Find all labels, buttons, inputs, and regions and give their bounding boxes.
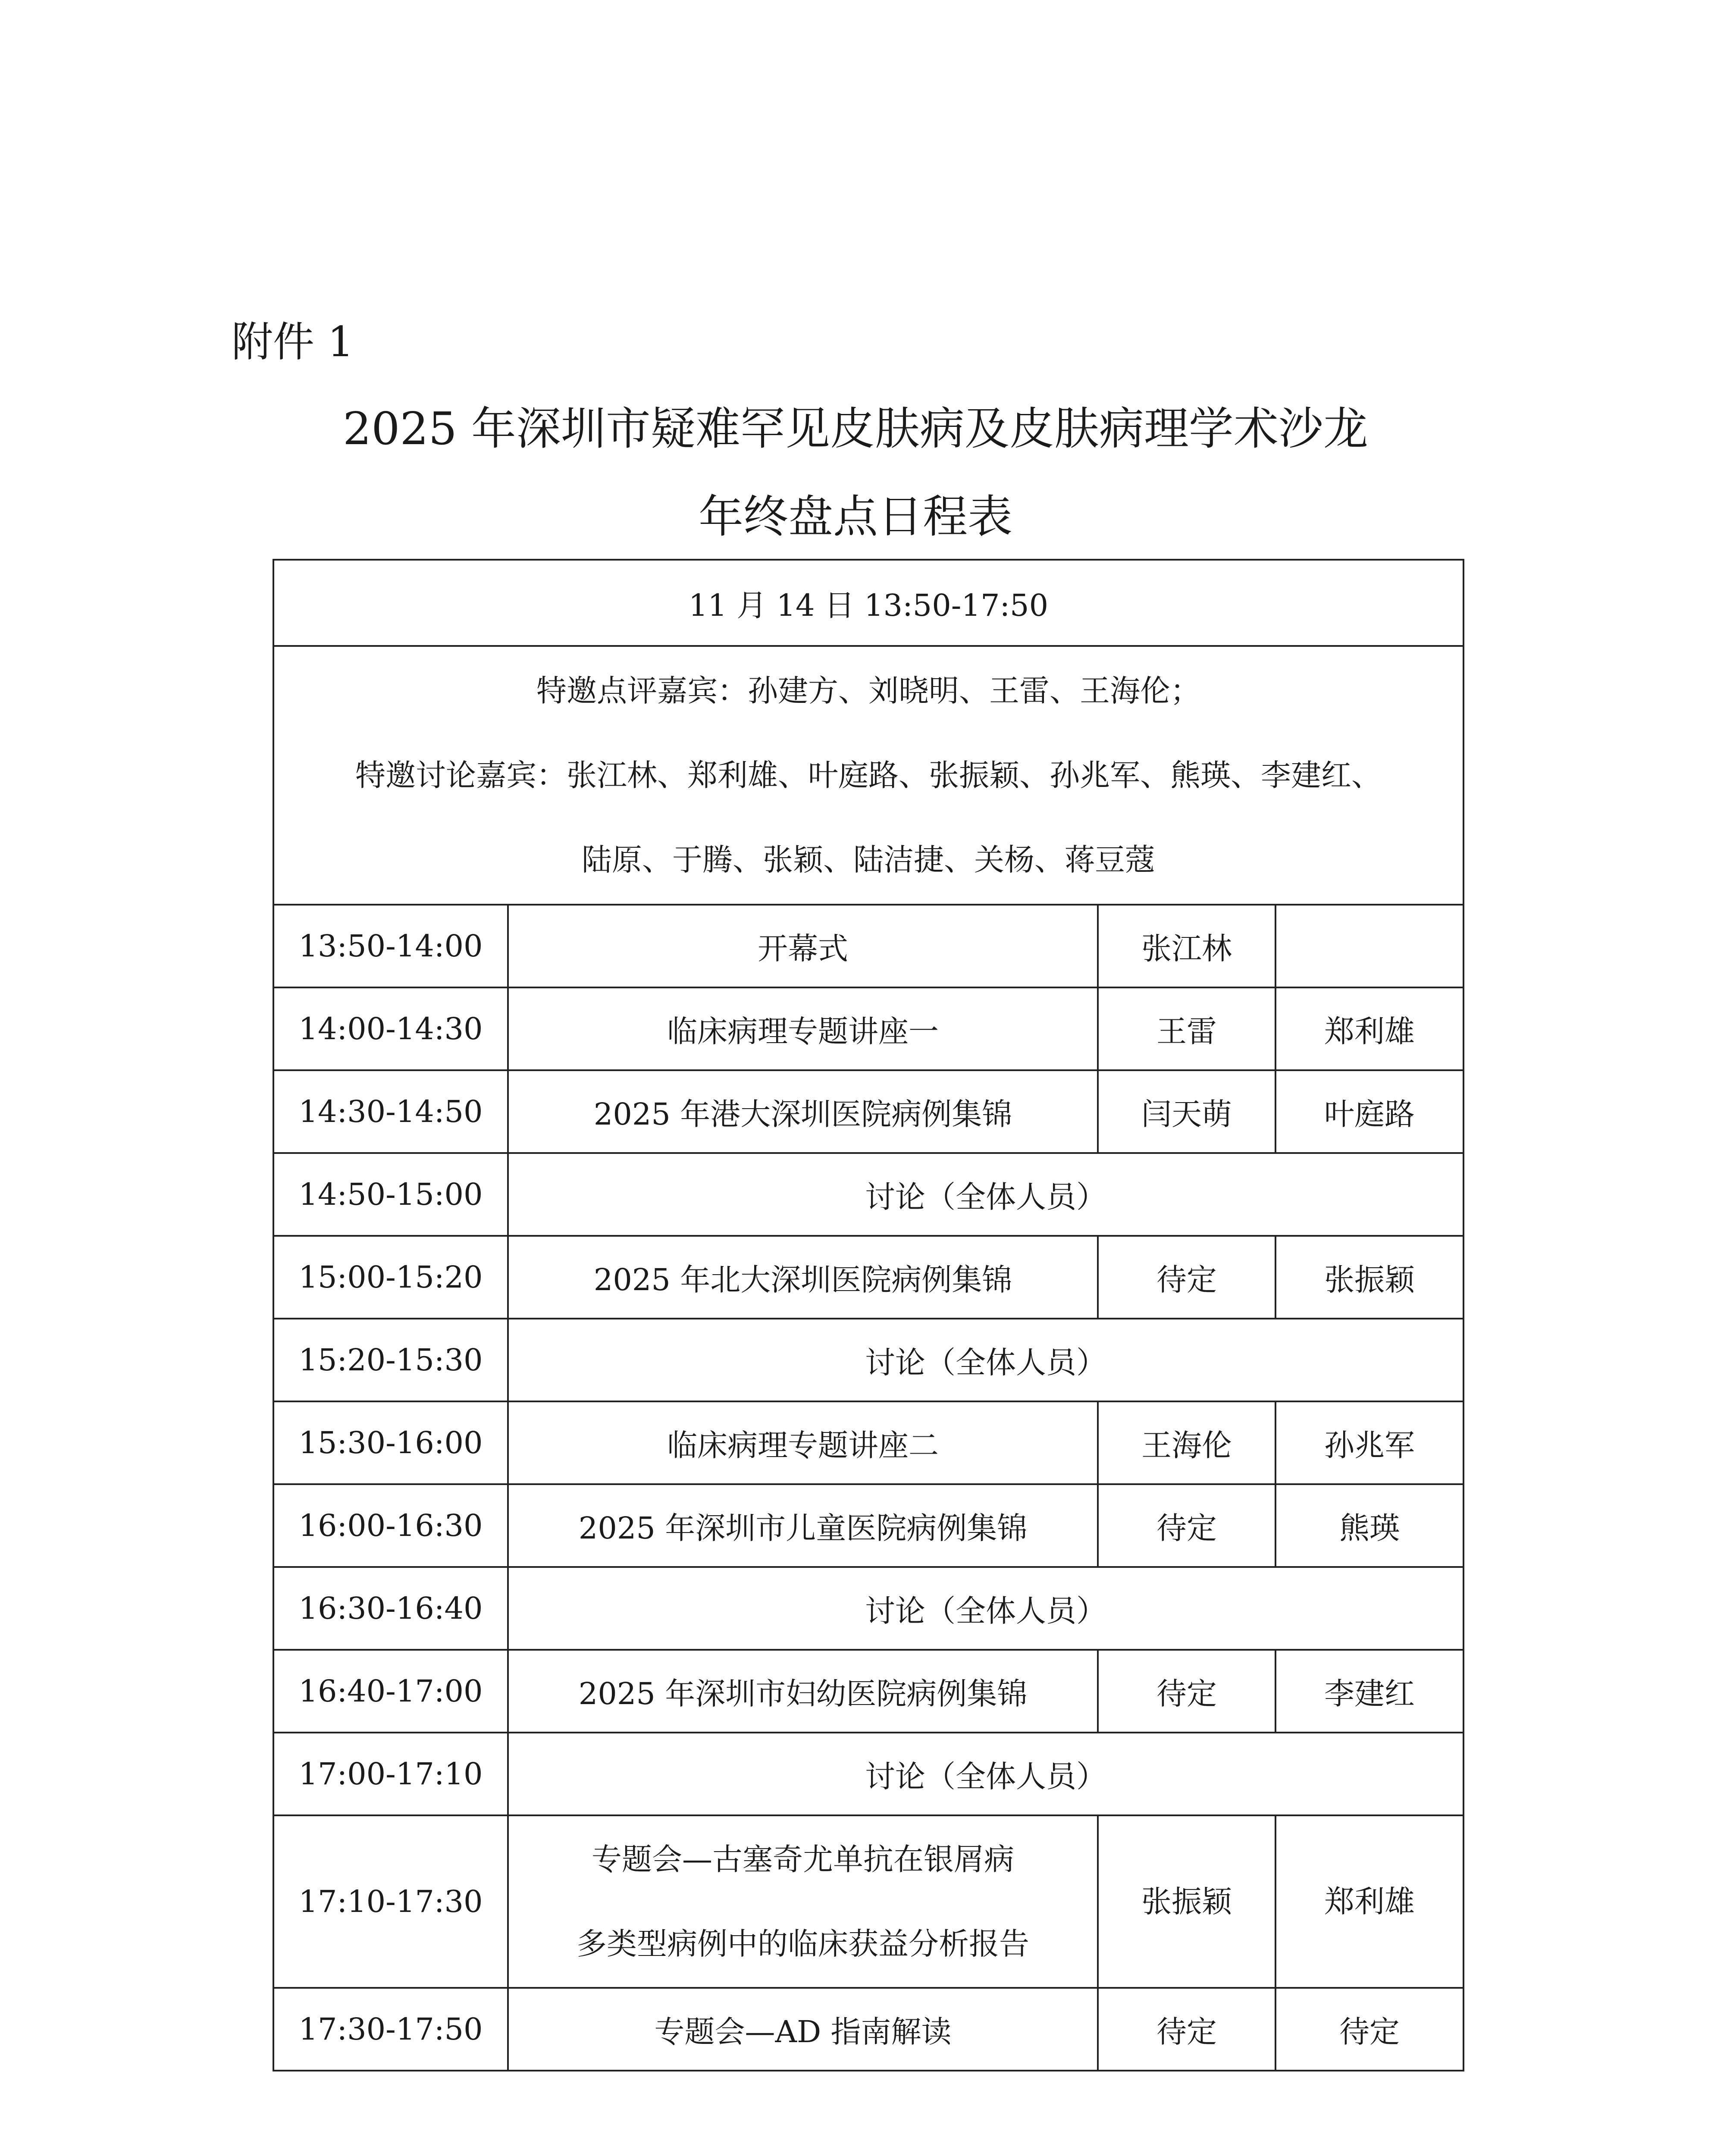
time-cell: 16:40-17:00	[273, 1650, 508, 1733]
time-cell: 17:10-17:30	[273, 1815, 508, 1988]
table-row	[273, 1236, 1463, 1319]
topic-cell: 临床病理专题讲座二	[508, 1401, 1098, 1484]
chair-cell: 张振颖	[1275, 1236, 1463, 1319]
chair-cell: 孙兆军	[1275, 1401, 1463, 1484]
schedule-table	[273, 559, 1464, 2071]
topic-line: 多类型病例中的临床获益分析报告	[577, 1926, 1029, 1962]
time-cell: 14:50-15:00	[273, 1153, 508, 1236]
table-row	[273, 905, 1463, 987]
topic-cell	[508, 1815, 1098, 1988]
time-cell: 17:30-17:50	[273, 1988, 508, 2071]
chair-cell: 叶庭路	[1275, 1070, 1463, 1153]
time-cell: 15:30-16:00	[273, 1401, 508, 1484]
discussion-guests-cont: 陆原、于腾、张颖、陆洁捷、关杨、蒋豆蔻	[582, 842, 1155, 877]
chair-cell: 李建红	[1275, 1650, 1463, 1733]
table-row	[273, 1650, 1463, 1733]
topic-line: 专题会—古塞奇尤单抗在银屑病	[592, 1842, 1014, 1877]
document-subtitle: 年终盘点日程表	[698, 490, 1012, 543]
time-cell: 17:00-17:10	[273, 1733, 508, 1815]
table-row	[273, 1484, 1463, 1567]
discussion-row	[273, 1153, 1463, 1236]
discussion-guests: 特邀讨论嘉宾：张江林、郑利雄、叶庭路、张振颖、孙兆军、熊瑛、李建红、	[355, 758, 1382, 793]
topic-cell: 2025 年北大深圳医院病例集锦	[508, 1236, 1098, 1319]
time-cell: 14:00-14:30	[273, 987, 508, 1070]
table-row	[273, 1988, 1463, 2071]
time-cell: 14:30-14:50	[273, 1070, 508, 1153]
chair-cell	[1275, 905, 1463, 987]
discussion-row	[273, 1319, 1463, 1401]
discussion-row	[273, 1733, 1463, 1815]
schedule-date: 11 月 14 日 13:50-17:50	[273, 560, 1463, 646]
speaker-cell: 张振颖	[1098, 1815, 1275, 1988]
chair-cell: 待定	[1275, 1988, 1463, 2071]
discussion-cell: 讨论（全体人员）	[508, 1153, 1463, 1236]
speaker-cell: 待定	[1098, 1650, 1275, 1733]
table-row	[273, 1815, 1463, 1988]
table-row	[273, 1401, 1463, 1484]
time-cell: 13:50-14:00	[273, 905, 508, 987]
topic-cell: 2025 年深圳市妇幼医院病例集锦	[508, 1650, 1098, 1733]
discussion-cell: 讨论（全体人员）	[508, 1319, 1463, 1401]
review-guests: 特邀点评嘉宾：孙建方、刘晓明、王雷、王海伦；	[536, 673, 1200, 708]
discussion-cell: 讨论（全体人员）	[508, 1733, 1463, 1815]
topic-cell: 2025 年港大深圳医院病例集锦	[508, 1070, 1098, 1153]
topic-cell: 临床病理专题讲座一	[508, 987, 1098, 1070]
chair-cell: 郑利雄	[1275, 987, 1463, 1070]
table-row	[273, 987, 1463, 1070]
speaker-cell: 闫天萌	[1098, 1070, 1275, 1153]
chair-cell: 郑利雄	[1275, 1815, 1463, 1988]
speaker-cell: 王雷	[1098, 987, 1275, 1070]
time-cell: 16:30-16:40	[273, 1567, 508, 1650]
guest-row	[273, 646, 1463, 905]
discussion-cell: 讨论（全体人员）	[508, 1567, 1463, 1650]
time-cell: 15:00-15:20	[273, 1236, 508, 1319]
time-cell: 15:20-15:30	[273, 1319, 508, 1401]
attachment-label: 附件 1	[232, 318, 354, 366]
speaker-cell: 张江林	[1098, 905, 1275, 987]
topic-cell: 专题会—AD 指南解读	[508, 1988, 1098, 2071]
schedule-date-row	[273, 560, 1463, 646]
speaker-cell: 待定	[1098, 1988, 1275, 2071]
chair-cell: 熊瑛	[1275, 1484, 1463, 1567]
speaker-cell: 王海伦	[1098, 1401, 1275, 1484]
speaker-cell: 待定	[1098, 1484, 1275, 1567]
discussion-row	[273, 1567, 1463, 1650]
speaker-cell: 待定	[1098, 1236, 1275, 1319]
topic-cell: 开幕式	[508, 905, 1098, 987]
guest-cell	[273, 646, 1463, 905]
topic-cell: 2025 年深圳市儿童医院病例集锦	[508, 1484, 1098, 1567]
table-row	[273, 1070, 1463, 1153]
time-cell: 16:00-16:30	[273, 1484, 508, 1567]
document-title: 2025 年深圳市疑难罕见皮肤病及皮肤病理学术沙龙	[343, 402, 1368, 455]
